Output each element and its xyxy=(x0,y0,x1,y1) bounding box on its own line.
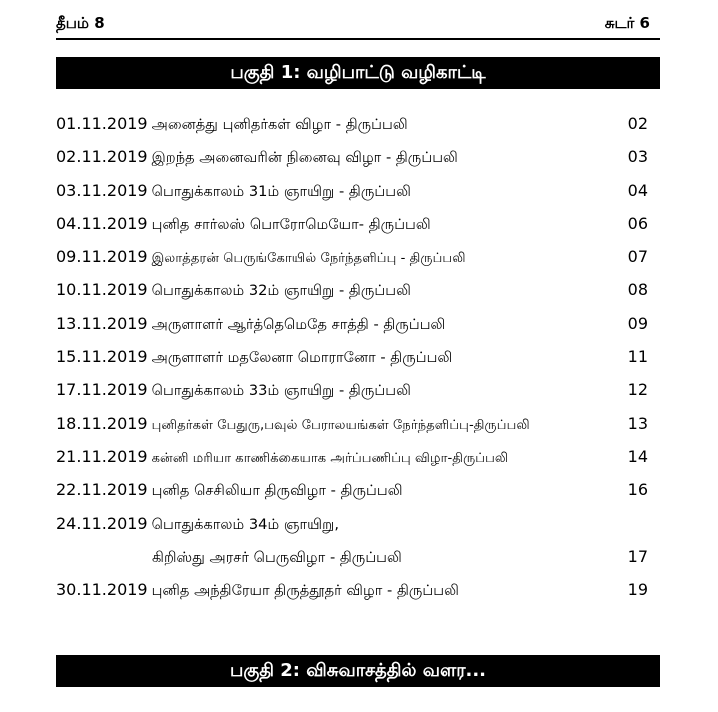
toc-row[interactable] xyxy=(56,440,656,473)
toc-date: 03.11.2019 xyxy=(56,180,148,200)
toc-page: 07 xyxy=(627,247,648,267)
toc-title: பொதுக்காலம் 34ம் ஞாயிறு, xyxy=(151,515,339,533)
toc-date: 09.11.2019 xyxy=(56,247,148,267)
toc-date: 02.11.2019 xyxy=(56,147,148,167)
toc-title: கிறிஸ்து அரசர் பெருவிழா - திருப்பலி xyxy=(152,548,402,566)
toc-row[interactable] xyxy=(56,107,656,140)
toc-date: 15.11.2019 xyxy=(56,347,148,367)
toc-page: 09 xyxy=(627,313,648,333)
table-of-contents xyxy=(56,107,656,606)
toc-page: 12 xyxy=(627,380,648,400)
toc-row[interactable] xyxy=(56,273,656,306)
toc-page: 08 xyxy=(627,280,648,300)
section-banner-1: பகுதி 1: வழிபாட்டு வழிகாட்டி xyxy=(56,57,660,89)
toc-date: 17.11.2019 xyxy=(56,380,148,400)
toc-row[interactable] xyxy=(56,507,656,540)
toc-page: 16 xyxy=(627,480,648,500)
toc-row[interactable] xyxy=(56,540,656,573)
toc-title: புனித சார்லஸ் பொரோமெயோ- திருப்பலி xyxy=(151,215,431,233)
toc-page: 06 xyxy=(627,213,648,233)
toc-page: 04 xyxy=(627,180,648,200)
toc-row[interactable] xyxy=(56,473,656,506)
toc-title: அருளாளர் ஆர்த்தெமெதே சாத்தி - திருப்பலி xyxy=(151,315,446,333)
toc-row[interactable] xyxy=(56,573,656,606)
toc-row[interactable] xyxy=(56,340,656,373)
toc-row[interactable] xyxy=(56,407,656,440)
toc-title: புனித செசிலியா திருவிழா - திருப்பலி xyxy=(151,482,403,500)
toc-title: பொதுக்காலம் 32ம் ஞாயிறு - திருப்பலி xyxy=(151,282,411,300)
toc-date: 10.11.2019 xyxy=(56,280,148,300)
issue-label: சுடர் 6 xyxy=(604,14,650,32)
toc-title: பொதுக்காலம் 33ம் ஞாயிறு - திருப்பலி xyxy=(151,382,411,400)
toc-page: 14 xyxy=(627,446,648,466)
toc-title: அனைத்து புனிதர்கள் விழா - திருப்பலி xyxy=(151,116,408,133)
toc-row[interactable] xyxy=(56,307,656,340)
page-header xyxy=(56,12,660,40)
toc-date: 24.11.2019 xyxy=(56,513,148,533)
toc-page: 02 xyxy=(627,114,648,133)
toc-page: 19 xyxy=(627,580,648,600)
toc-title: அருளாளர் மதலேனா மொரானோ - திருப்பலி xyxy=(151,349,453,367)
toc-date: 30.11.2019 xyxy=(56,580,148,600)
volume-label: தீபம் 8 xyxy=(56,14,105,32)
toc-page: 03 xyxy=(627,147,648,167)
toc-row[interactable] xyxy=(56,240,656,273)
toc-title: கன்னி மரியா காணிக்கையாக அர்ப்பணிப்பு விழா-திருப்பலி xyxy=(151,450,509,466)
toc-row[interactable] xyxy=(56,373,656,406)
toc-date: 22.11.2019 xyxy=(56,480,148,500)
toc-page: 13 xyxy=(627,413,648,433)
toc-date: 13.11.2019 xyxy=(56,313,148,333)
toc-title: இறந்த அனைவரின் நினைவு விழா - திருப்பலி xyxy=(151,149,458,167)
toc-title: புனித அந்திரேயா திருத்தூதர் விழா - திருப்பலி xyxy=(151,582,460,600)
toc-row[interactable] xyxy=(56,140,656,173)
section-banner-2: பகுதி 2: விசுவாசத்தில் வளர... xyxy=(56,655,660,687)
toc-date: 04.11.2019 xyxy=(56,213,148,233)
toc-row[interactable] xyxy=(56,207,656,240)
toc-date: 21.11.2019 xyxy=(56,446,148,466)
toc-title: பொதுக்காலம் 31ம் ஞாயிறு - திருப்பலி xyxy=(151,182,411,200)
toc-title: இலாத்தரன் பெருங்கோயில் நேர்ந்தளிப்பு - திருப்பலி xyxy=(151,251,466,267)
toc-page: 17 xyxy=(627,546,648,566)
toc-date: 01.11.2019 xyxy=(56,114,148,133)
toc-date: 18.11.2019 xyxy=(56,413,148,433)
toc-title: புனிதர்கள் பேதுரு,பவுல் பேராலயங்கள் நேர்ந்தளிப்பு-திருப்பலி xyxy=(151,417,530,433)
toc-row[interactable] xyxy=(56,174,656,207)
toc-page: 11 xyxy=(627,347,648,367)
